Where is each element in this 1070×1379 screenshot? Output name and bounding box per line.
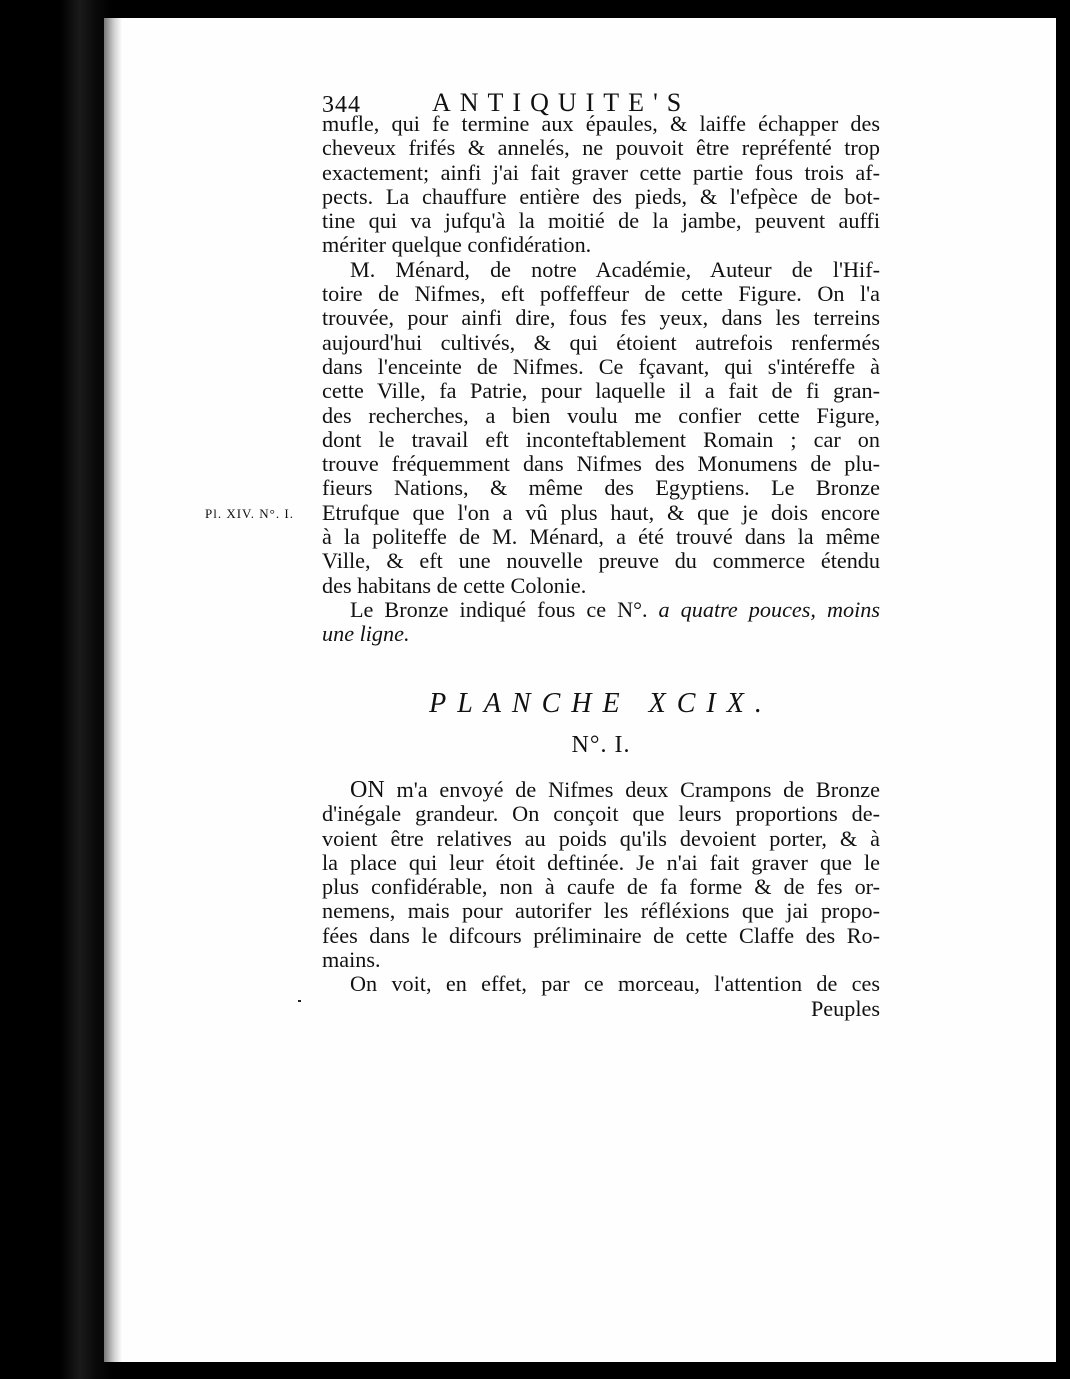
- page-gutter-shadow: [104, 18, 122, 1362]
- text-line: pects. La chauffure entière des pieds, & l'efpèce de bot-: [322, 183, 880, 209]
- text-line: fieurs Nations, & même des Egyptiens. Le Bronze: [322, 475, 880, 501]
- text-line: toire de Nifmes, eft poffeffeur de cette Figure. On l'a: [322, 281, 880, 307]
- text-section-1: [322, 112, 880, 647]
- text-line: trouvée, pour ainfi dire, fous fes yeux, dans les terreins: [322, 305, 880, 331]
- text-line: des habitans de cette Colonie.: [322, 572, 587, 598]
- text-line: mériter quelque confidération.: [322, 232, 592, 258]
- text-line: une ligne.: [322, 621, 410, 647]
- text-line: d'inégale grandeur. On conçoit que leurs proportions de-: [322, 801, 880, 827]
- text-line: aujourd'hui cultivés, & qui étoient autrefois renfermés: [322, 329, 880, 355]
- margin-note: Pl. XIV. N°. I.: [205, 506, 294, 521]
- text-line: des recherches, a bien voulu me confier cette Figure,: [322, 402, 880, 428]
- text-line: plus confidérable, non à caufe de fa forme & de fes or-: [322, 874, 880, 900]
- text-line: dont le travail eft inconteftablement Romain ; car on: [322, 426, 880, 452]
- text-line: dans l'enceinte de Nifmes. Ce fçavant, qui s'intéreffe à: [322, 353, 880, 379]
- text-section-2: [322, 778, 880, 1021]
- text-line: exactement; ainfi j'ai fait graver cette partie fous trois af-: [322, 159, 880, 185]
- paragraph-start: [322, 778, 880, 802]
- text-line: fées dans le difcours préliminaire de cette Claffe des Ro-: [322, 922, 880, 948]
- text-line: mains.: [322, 947, 381, 973]
- paragraph-start: On voit, en effet, par ce morceau, l'attention de ces: [350, 971, 880, 997]
- text-line: Etrufque que l'on a vû plus haut, & que je dois encore: [322, 499, 880, 525]
- paragraph-start: [322, 598, 880, 622]
- plate-number: N°. I.: [571, 732, 631, 758]
- text-line: trouve fréquemment dans Nifmes des Monumens de plu-: [322, 451, 880, 477]
- text-line: cheveux frifés & annelés, ne pouvoit être repréfenté trop: [322, 135, 880, 161]
- text-run: Le Bronze indiqué fous ce N°.: [350, 596, 648, 622]
- print-speck: [298, 1000, 301, 1002]
- binding-shadow: [0, 0, 112, 1379]
- text-line: mufle, qui fe termine aux épaules, & laiffe échapper des: [322, 111, 880, 136]
- dropcap: ON: [350, 777, 385, 803]
- plate-heading: PLANCHE XCIX.: [429, 688, 773, 719]
- catchword: Peuples: [810, 995, 880, 1021]
- paragraph-start: M. Ménard, de notre Académie, Auteur de l'Hif-: [350, 256, 880, 282]
- text-line: la place qui leur étoit deftinée. Je n'ai fait graver que le: [322, 849, 880, 875]
- running-title: ANTIQUITE'S: [432, 88, 691, 117]
- page-number: 344: [322, 92, 361, 118]
- text-line: cette Ville, fa Patrie, pour laquelle il a fait de fi gran-: [322, 378, 880, 404]
- text-line: Ville, & eft une nouvelle preuve du commerce étendu: [322, 548, 880, 574]
- text-line: voient être relatives au poids qu'ils devoient porter, & à: [322, 825, 880, 851]
- text-line: à la politeffe de M. Ménard, a été trouvé dans la même: [322, 524, 880, 550]
- italic-run: a quatre pouces, moins: [658, 596, 880, 622]
- text-line: nemens, mais pour autorifer les réfléxions que jai propo-: [322, 898, 880, 924]
- text-line: tine qui va jufqu'à la moitié de la jambe, peuvent auffi: [322, 208, 880, 234]
- text-run: m'a envoyé de Nifmes deux Crampons de Bronze: [396, 777, 880, 802]
